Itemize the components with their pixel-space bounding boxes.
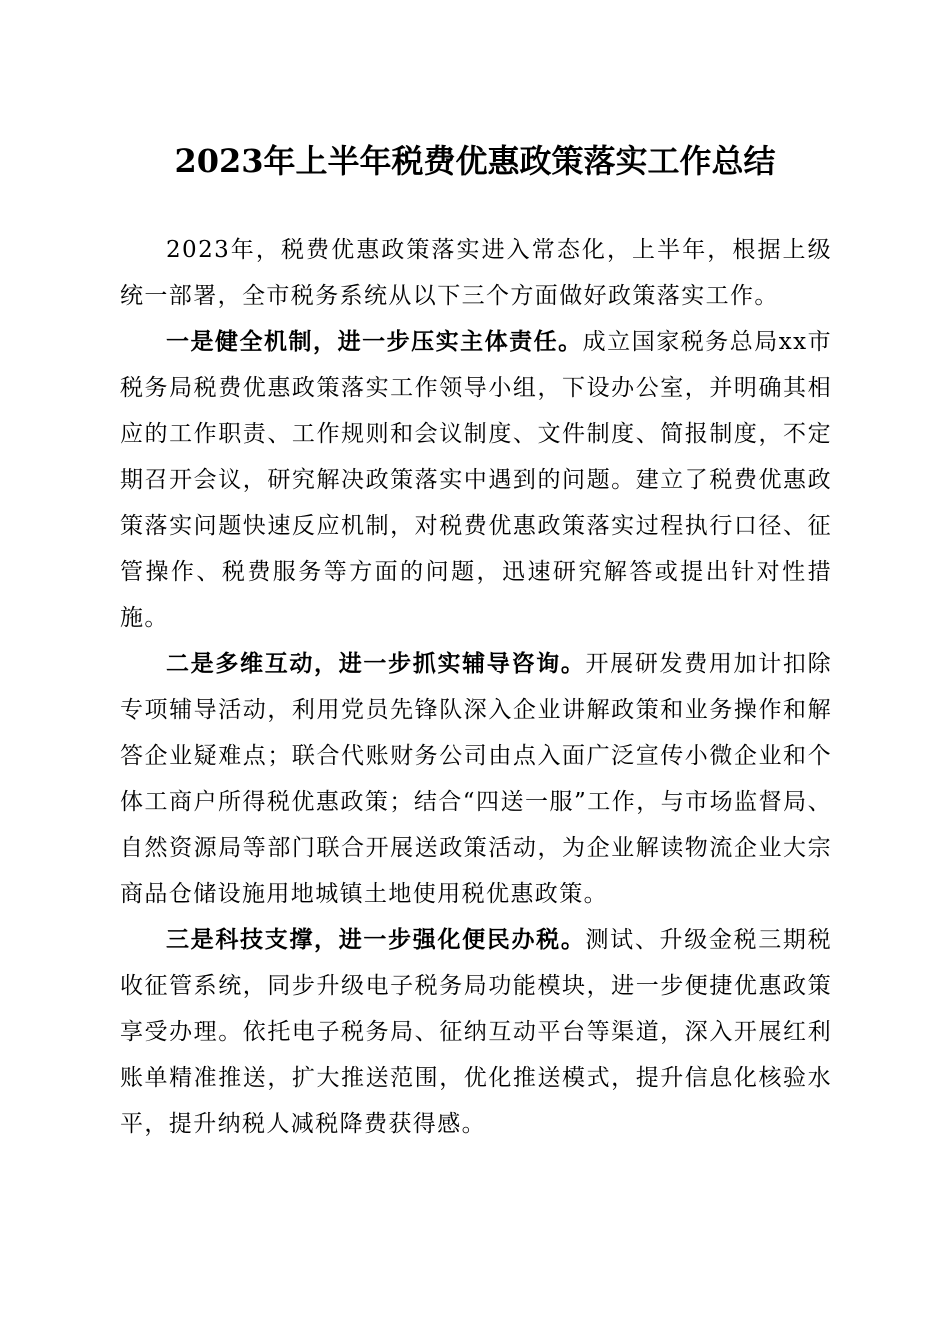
section-paragraph-3 (120, 917, 832, 1147)
section-text-3: 测试、升级金税三期税收征管系统，同步升级电子税务局功能模块，进一步便捷优惠政策享受办理。依托电子税务局、征纳互动平台等渠道，深入开展红利账单精准推送，扩大推送范围，优化推送模式，提升信息化核验水平，提升纳税人减税降费获得感。 (120, 927, 832, 1137)
document-body (120, 227, 832, 1147)
section-lead-3: 三是科技支撑，进一步强化便民办税。 (166, 926, 586, 953)
section-lead-2: 二是多维互动，进一步抓实辅导咨询。 (166, 650, 586, 677)
section-lead-1: 一是健全机制，进一步压实主体责任。 (166, 328, 583, 355)
section-paragraph-1 (120, 319, 832, 641)
section-text-2: 开展研发费用加计扣除专项辅导活动，利用党员先锋队深入企业讲解政策和业务操作和解答企业疑难点；联合代账财务公司由点入面广泛宣传小微企业和个体工商户所得税优惠政策；结合“四送一服”工作，与市场监督局、自然资源局等部门联合开展送政策活动，为企业解读物流企业大宗商品仓储设施用地城镇土地使用税优惠政策。 (120, 651, 832, 907)
section-paragraph-2 (120, 641, 832, 917)
section-text-1: 成立国家税务总局xx市税务局税费优惠政策落实工作领导小组，下设办公室，并明确其相应的工作职责、工作规则和会议制度、文件制度、简报制度，不定期召开会议，研究解决政策落实中遇到的问题。建立了税费优惠政策落实问题快速反应机制，对税费优惠政策落实过程执行口径、征管操作、税费服务等方面的问题，迅速研究解答或提出针对性措施。 (120, 329, 832, 631)
document-title: 2023年上半年税费优惠政策落实工作总结 (174, 142, 776, 180)
intro-paragraph: 2023年，税费优惠政策落实进入常态化，上半年，根据上级统一部署，全市税务系统从以下三个方面做好政策落实工作。 (120, 237, 832, 309)
